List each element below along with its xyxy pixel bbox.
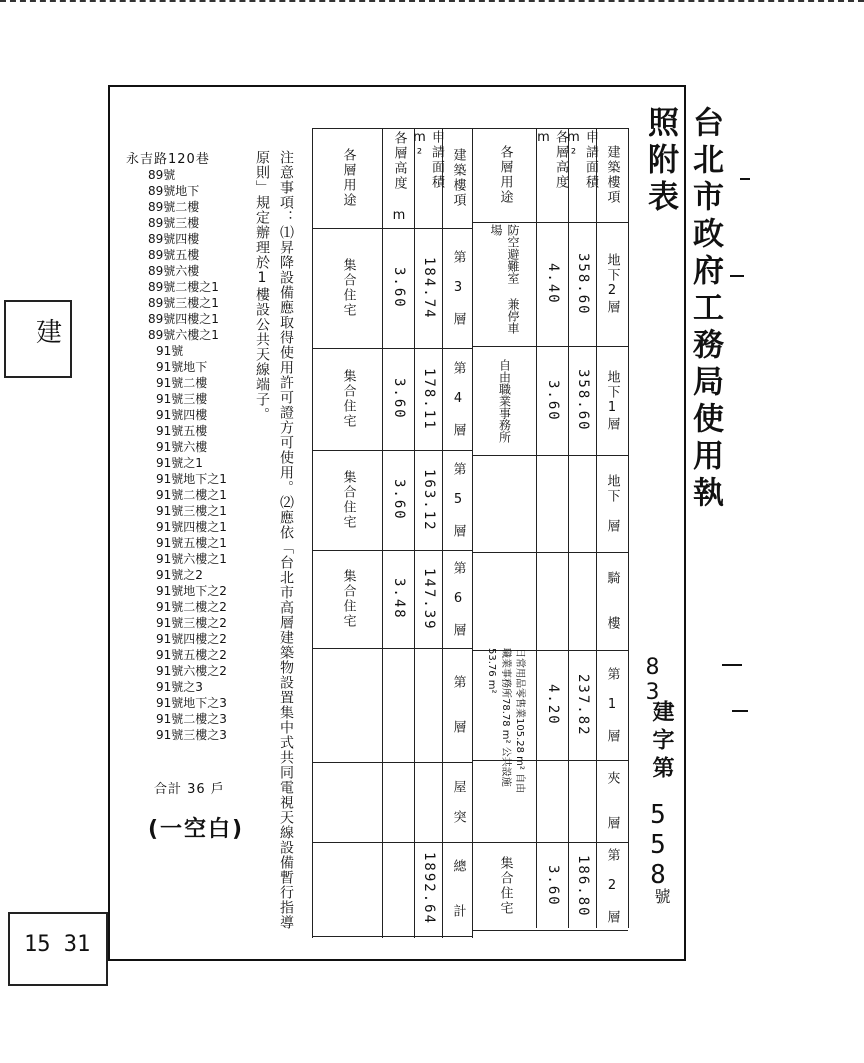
u6-use: 集合住宅 xyxy=(497,856,513,916)
u5-floor: 夾 層 xyxy=(604,771,620,831)
address-item: 91號五樓之2 xyxy=(156,648,227,662)
u0-height: 4.40 xyxy=(545,263,561,305)
u6-area: 186.80 xyxy=(575,854,591,918)
grid-v-u1 xyxy=(596,128,597,928)
grid-v-l1 xyxy=(442,128,443,938)
stamp-bottom-text: 15 31 xyxy=(24,932,91,957)
license-suffix: 號 xyxy=(652,888,671,904)
l2-use: 集合住宅 xyxy=(340,470,356,530)
address-item: 91號 xyxy=(156,344,184,358)
grid-v-u0 xyxy=(628,128,629,928)
address-item: 91號地下之1 xyxy=(156,472,227,486)
l0-area: 184.74 xyxy=(421,256,437,320)
label-area-u: 申請面積 m² xyxy=(566,130,598,190)
l6-area: 1892.64 xyxy=(421,852,437,926)
l3-floor: 第 6 層 xyxy=(450,560,466,638)
label-use-u: 各層用途 xyxy=(497,145,513,205)
l5-area xyxy=(416,764,442,840)
address-item: 91號之1 xyxy=(156,456,203,470)
grid-h-l2 xyxy=(312,450,472,451)
grid-h-l6 xyxy=(312,842,472,843)
grid-v-l4 xyxy=(312,128,313,938)
grid-v-l3 xyxy=(382,128,383,938)
label-use-l: 各層用途 xyxy=(340,148,356,208)
u0-use: 防空避難室 兼停車場 xyxy=(489,224,520,334)
grid-h-u6 xyxy=(472,842,628,843)
u6-floor: 第 2 層 xyxy=(604,847,620,925)
address-list xyxy=(148,166,258,746)
l6-use xyxy=(314,844,382,934)
grid-h-u-bot xyxy=(472,930,628,931)
address-item: 91號二樓之1 xyxy=(156,488,227,502)
address-item: 89號六樓 xyxy=(148,264,200,278)
l5-use xyxy=(314,764,382,840)
address-item: 91號五樓 xyxy=(156,424,208,438)
address-item: 91號三樓之1 xyxy=(156,504,227,518)
grid-v-u2 xyxy=(568,128,569,928)
l1-floor: 第 4 層 xyxy=(450,360,466,438)
u3-height xyxy=(538,554,568,648)
top-scan-border xyxy=(0,0,864,6)
l0-use: 集合住宅 xyxy=(340,258,356,318)
total-households: 合計 36 戶 xyxy=(154,782,225,797)
address-item: 89號四樓之1 xyxy=(148,312,219,326)
grid-v-l2 xyxy=(414,128,415,938)
l6-height xyxy=(384,844,414,934)
address-item: 89號二樓 xyxy=(148,200,200,214)
address-item: 91號地下 xyxy=(156,360,208,374)
u4-height: 4.20 xyxy=(545,684,561,726)
u2-use xyxy=(474,457,536,550)
scan-mark-3 xyxy=(732,710,748,712)
l4-area xyxy=(416,650,442,760)
address-item: 91號三樓之2 xyxy=(156,616,227,630)
address-item: 91號二樓之2 xyxy=(156,600,227,614)
blank-marker: (一空白) xyxy=(148,817,245,842)
l0-height: 3.60 xyxy=(391,267,407,309)
address-item: 91號二樓之3 xyxy=(156,712,227,726)
grid-h-l3 xyxy=(312,550,472,551)
grid-h-l5 xyxy=(312,762,472,763)
u2-height xyxy=(538,457,568,550)
u3-use xyxy=(474,554,536,648)
u3-area xyxy=(570,554,596,648)
u0-floor: 地下2層 xyxy=(604,253,620,315)
address-item: 91號三樓 xyxy=(156,392,208,406)
grid-h-l4 xyxy=(312,648,472,649)
l4-use xyxy=(314,650,382,760)
u4-floor: 第 1 層 xyxy=(604,666,620,744)
grid-h-l-top xyxy=(312,128,472,129)
l1-height: 3.60 xyxy=(391,378,407,420)
bottom-left-stamp xyxy=(8,912,108,986)
address-item: 91號六樓 xyxy=(156,440,208,454)
grid-v-u4 xyxy=(472,128,473,938)
l5-floor: 屋 突 xyxy=(450,779,466,825)
address-item: 91號地下之3 xyxy=(156,696,227,710)
l2-floor: 第 5 層 xyxy=(450,461,466,539)
label-floor-l: 建築樓項 xyxy=(450,148,466,208)
l3-height: 3.48 xyxy=(391,578,407,620)
address-item: 89號三樓 xyxy=(148,216,200,230)
grid-h-u0 xyxy=(472,222,628,223)
grid-h-l0 xyxy=(312,228,472,229)
address-item: 89號六樓之1 xyxy=(148,328,219,342)
u2-area xyxy=(570,457,596,550)
address-item: 91號五樓之1 xyxy=(156,536,227,550)
l2-height: 3.60 xyxy=(391,479,407,521)
u1-height: 3.60 xyxy=(545,379,561,422)
grid-h-l-bot xyxy=(312,936,472,937)
u1-area: 358.60 xyxy=(575,369,591,432)
left-stamp xyxy=(4,300,72,378)
address-item: 91號二樓 xyxy=(156,376,208,390)
address-item: 91號地下之2 xyxy=(156,584,227,598)
grid-h-l1 xyxy=(312,348,472,349)
address-item: 91號六樓之1 xyxy=(156,552,227,566)
address-item: 89號 xyxy=(148,168,176,182)
l4-floor: 第 層 xyxy=(450,675,466,735)
l1-use: 集合住宅 xyxy=(340,369,356,429)
license-prefix: 83 xyxy=(640,655,665,705)
grid-h-u1 xyxy=(472,346,628,347)
grid-v-u3 xyxy=(536,128,537,928)
page-title: 台北市政府工務局使用執照附表 xyxy=(642,106,723,513)
u5-use xyxy=(474,800,536,840)
u1-floor: 地下1層 xyxy=(604,369,620,432)
stamp-left-text: 建 xyxy=(36,318,63,348)
address-item: 89號五樓 xyxy=(148,248,200,262)
address-item: 89號三樓之1 xyxy=(148,296,219,310)
address-item: 91號四樓之2 xyxy=(156,632,227,646)
l3-area: 147.39 xyxy=(421,567,437,631)
u6-height: 3.60 xyxy=(545,865,561,907)
u4-area: 237.82 xyxy=(575,673,591,737)
address-item: 91號三樓之3 xyxy=(156,728,227,742)
label-height-u: 各層高度 m xyxy=(536,130,568,190)
l5-height xyxy=(384,764,414,840)
address-item: 91號之2 xyxy=(156,568,203,582)
label-floor-u: 建築樓項 xyxy=(604,145,620,205)
address-item: 89號二樓之1 xyxy=(148,280,219,294)
l6-floor: 總 計 xyxy=(450,859,466,919)
address-item: 91號四樓 xyxy=(156,408,208,422)
l3-use: 集合住宅 xyxy=(340,569,356,629)
address-item: 91號之3 xyxy=(156,680,203,694)
l2-area: 163.12 xyxy=(421,468,437,532)
u5-area xyxy=(570,762,596,840)
license-mid: 建字第 xyxy=(649,700,674,784)
u0-area: 358.60 xyxy=(575,252,591,316)
u1-use: 自由職業事務所 xyxy=(497,358,512,443)
address-item: 89號地下 xyxy=(148,184,200,198)
l1-area: 178.11 xyxy=(421,367,437,431)
scan-mark-1 xyxy=(730,275,744,277)
license-number: 558 xyxy=(643,800,673,890)
label-area-l: 申請面積 m² xyxy=(412,130,444,190)
label-height-l: 各層高度 m xyxy=(391,131,407,225)
l4-height xyxy=(384,650,414,760)
address-item: 91號六樓之2 xyxy=(156,664,227,678)
grid-h-u2 xyxy=(472,455,628,456)
u3-floor: 騎 樓 xyxy=(604,571,620,631)
u5-height xyxy=(538,762,568,840)
scan-mark-2 xyxy=(722,664,742,666)
notes-text: 注意事項：⑴昇降設備應取得使用許可證方可使用。⑵應依「台北市高層建築物設置集中式共同電視天線設備暫行指導原則」規定辦理於1樓設公共天線端子。 xyxy=(254,150,294,930)
u2-floor: 地下 層 xyxy=(604,473,620,534)
address-item: 91號四樓之1 xyxy=(156,520,227,534)
l0-floor: 第 3 層 xyxy=(450,249,466,327)
grid-h-u-top xyxy=(472,128,628,129)
scan-mark-4 xyxy=(740,178,750,180)
grid-h-u3 xyxy=(472,552,628,553)
u4-use: 日常用品零售業105.28 m² 自由職業事務所78.78 m² 公共設施53.76 m² xyxy=(486,648,525,794)
address-item: 89號四樓 xyxy=(148,232,200,246)
address-header: 永吉路120巷 xyxy=(126,152,210,167)
